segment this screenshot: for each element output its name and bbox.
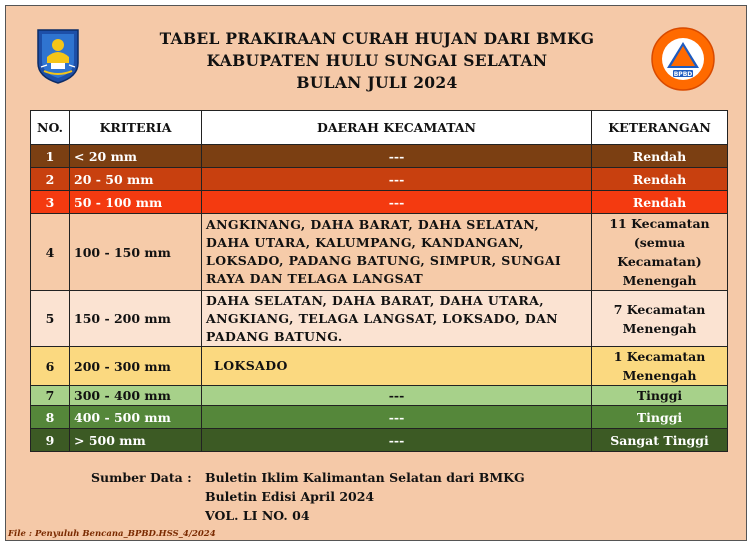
file-note: File : Penyuluh Bencana_BPBD.HSS_4/2024: [8, 529, 216, 539]
header-keterangan: KETERANGAN: [592, 111, 728, 145]
row-daerah: ---: [202, 145, 592, 168]
row-keterangan: Rendah: [592, 168, 728, 191]
row-keterangan: 1 Kecamatan Menengah: [592, 347, 728, 386]
row-daerah: ---: [202, 168, 592, 191]
table-header-row: [31, 111, 728, 145]
table-row: [31, 291, 728, 347]
row-kriteria: > 500 mm: [70, 429, 202, 452]
row-no: 3: [31, 191, 70, 214]
row-kriteria: 300 - 400 mm: [70, 386, 202, 406]
bpbd-logo-center-text: BPBD: [673, 70, 693, 78]
row-daerah: ---: [202, 429, 592, 452]
table-row: [31, 191, 728, 214]
row-keterangan: Tinggi: [592, 386, 728, 406]
table-row: [31, 429, 728, 452]
row-kriteria: < 20 mm: [70, 145, 202, 168]
row-daerah: ---: [202, 406, 592, 429]
header-no: NO.: [31, 111, 70, 145]
row-daerah: ---: [202, 386, 592, 406]
table-row: [31, 347, 728, 386]
row-no: 7: [31, 386, 70, 406]
title-line-1: TABEL PRAKIRAAN CURAH HUJAN DARI BMKG: [159, 29, 595, 48]
source-line-2: Buletin Edisi April 2024: [205, 489, 375, 504]
row-kriteria: 20 - 50 mm: [70, 168, 202, 191]
source-label: Sumber Data :: [91, 470, 192, 485]
table-row: [31, 386, 728, 406]
row-no: 6: [31, 347, 70, 386]
row-keterangan: Rendah: [592, 191, 728, 214]
row-no: 2: [31, 168, 70, 191]
source-line-1: Buletin Iklim Kalimantan Selatan dari BMKG: [205, 470, 525, 485]
header-kriteria: KRITERIA: [70, 111, 202, 145]
title-line-3: BULAN JULI 2024: [296, 73, 458, 92]
row-kriteria: 100 - 150 mm: [70, 214, 202, 291]
title-line-2: KABUPATEN HULU SUNGAI SELATAN: [206, 51, 548, 70]
row-keterangan: 11 Kecamatan (semua Kecamatan) Menengah: [592, 214, 728, 291]
row-keterangan: Rendah: [592, 145, 728, 168]
row-kriteria: 150 - 200 mm: [70, 291, 202, 347]
source-line-3: VOL. LI NO. 04: [205, 508, 310, 523]
row-keterangan: Sangat Tinggi: [592, 429, 728, 452]
table-row: [31, 168, 728, 191]
rainfall-forecast-table: [30, 110, 728, 452]
row-keterangan: 7 Kecamatan Menengah: [592, 291, 728, 347]
row-no: 4: [31, 214, 70, 291]
row-daerah: DAHA SELATAN, DAHA BARAT, DAHA UTARA, ANGKIANG, TELAGA LANGSAT, LOKSADO, DAN PADANG BATUNG.: [202, 291, 592, 347]
row-daerah: LOKSADO: [202, 347, 592, 386]
table-row: [31, 214, 728, 291]
row-kriteria: 200 - 300 mm: [70, 347, 202, 386]
row-no: 8: [31, 406, 70, 429]
row-keterangan: Tinggi: [592, 406, 728, 429]
row-kriteria: 400 - 500 mm: [70, 406, 202, 429]
table-row: [31, 406, 728, 429]
row-daerah: ANGKINANG, DAHA BARAT, DAHA SELATAN, DAHA UTARA, KALUMPANG, KANDANGAN, LOKSADO, PADANG BATUNG, SIMPUR, SUNGAI RAYA DAN TELAGA LANGSAT: [202, 214, 592, 291]
row-no: 9: [31, 429, 70, 452]
row-daerah: ---: [202, 191, 592, 214]
header-daerah: DAERAH KECAMATAN: [202, 111, 592, 145]
table-row: [31, 145, 728, 168]
row-no: 1: [31, 145, 70, 168]
row-no: 5: [31, 291, 70, 347]
row-kriteria: 50 - 100 mm: [70, 191, 202, 214]
